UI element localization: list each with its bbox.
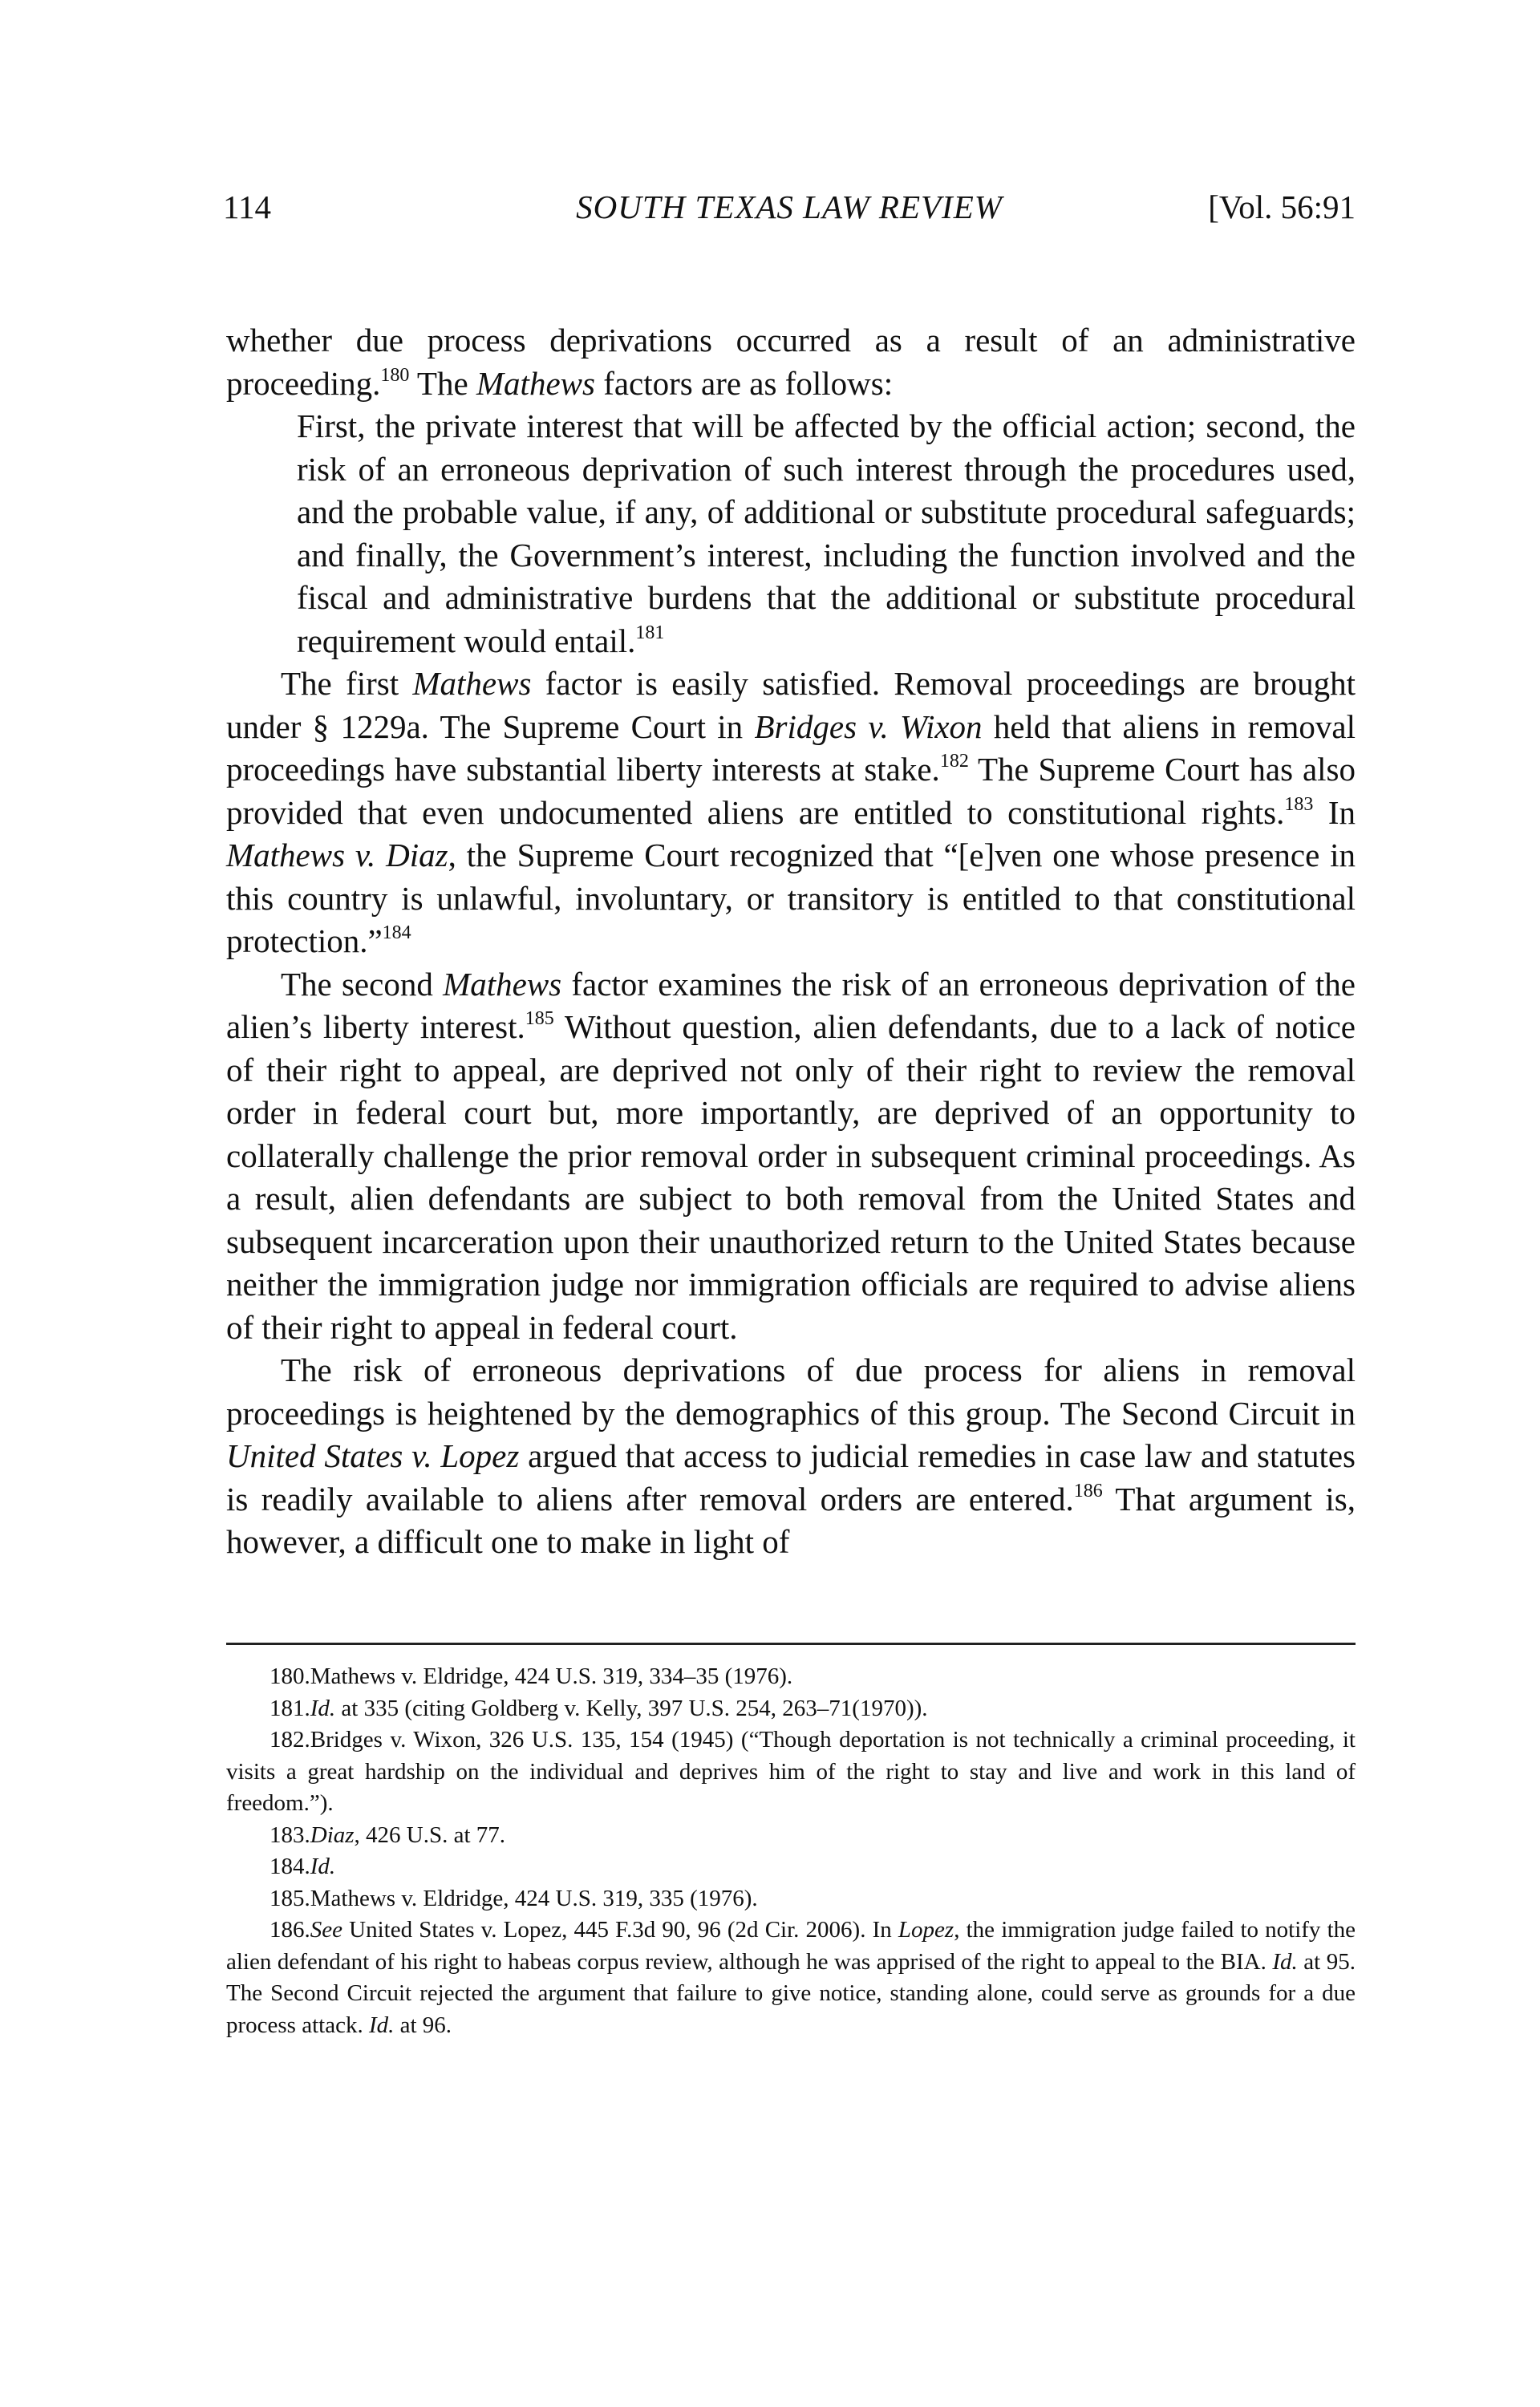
footnotes bbox=[226, 1661, 1356, 2041]
case-name: Mathews v. Diaz bbox=[226, 837, 448, 873]
main-text bbox=[226, 319, 1356, 1564]
footnote-181: 181.Id. at 335 (citing Goldberg v. Kelly, 397 U.S. 254, 263–71(1970)). bbox=[270, 1695, 928, 1721]
journal-title: SOUTH TEXAS LAW REVIEW bbox=[576, 188, 1003, 225]
case-name: United States v. Lopez bbox=[226, 1437, 520, 1474]
case-name: Bridges v. Wixon bbox=[754, 707, 983, 745]
footnote-ref-186[interactable]: 186 bbox=[1073, 1480, 1103, 1501]
case-name: Mathews bbox=[443, 965, 562, 1003]
paragraph-1: whether due process deprivations occurred as a result of an administrative proceeding.$^{180}$ The Mathews factors are as follows: bbox=[226, 322, 1356, 402]
footnote-ref-180[interactable]: 180 bbox=[380, 364, 410, 386]
footnote-ref-182[interactable]: 182 bbox=[939, 751, 969, 772]
footnote-ref-183[interactable]: 183 bbox=[1284, 793, 1314, 815]
volume-citation: [Vol. 56:91 bbox=[1208, 188, 1356, 225]
footnote-182: 182.Bridges v. Wixon, 326 U.S. 135, 154 (1945) (“Though deportation is not technically a criminal proceeding, it visits a great hardship on the individual and deprives him of the right to stay and live and work in this land of freedom.”). bbox=[226, 1727, 1356, 1816]
footnote-ref-184[interactable]: 184 bbox=[382, 922, 411, 943]
case-name: Mathews bbox=[476, 364, 595, 402]
block-quote: First, the private interest that will be affected by the official action; second, the risk of an erroneous deprivation of such interest through the procedures used, and the probable value, if any, of additional or substitute procedural safeguards; and finally, the Government’s interest, including the function involved and the fiscal and administrative burdens that the additional or substitute procedural requirement would entail.$^{181}$ bbox=[297, 407, 1356, 659]
running-header bbox=[223, 183, 1356, 231]
footnote-184: 184.Id. bbox=[270, 1854, 336, 1879]
footnote-180: 180.Mathews v. Eldridge, 424 U.S. 319, 334–35 (1976). bbox=[270, 1663, 793, 1689]
paragraph-4: The risk of erroneous deprivations of due process for aliens in removal proceedings is heightened by the demographics of this group. The Second Circuit in United States v. Lopez argued that access to judicial remedies in case law and statutes is readily available to aliens after removal orders are entered.$^{186}$ That argument is, however, a difficult one to make in light of bbox=[226, 1351, 1356, 1560]
footnote-divider bbox=[226, 1643, 1356, 1645]
case-name: Mathews bbox=[412, 665, 532, 702]
page-number: 114 bbox=[223, 188, 271, 225]
footnote-186: 186.See United States v. Lopez, 445 F.3d 90, 96 (2d Cir. 2006). In Lopez, the immigration judge failed to notify the alien defendant of his right to habeas corpus review, although he was apprised of the right to appeal to the BIA. Id. at 95. The Second Circuit rejected the argument that failure to give notice, standing alone, could serve as grounds for a due process attack. Id. at 96. bbox=[226, 1917, 1356, 2038]
footnote-ref-185[interactable]: 185 bbox=[525, 1008, 554, 1029]
footnote-ref-181[interactable]: 181 bbox=[635, 622, 665, 643]
paragraph-3: The second Mathews factor examines the risk of an erroneous deprivation of the alien’s liberty interest.$^{185}$ Without question, alien defendants, due to a lack of notice of their right to appeal, are deprived not only of their right to review the removal order in federal court but, more importantly, are deprived of an opportunity to collaterally challenge the prior removal order in subsequent criminal proceedings. As a result, alien defendants are subject to both removal from the United States and subsequent incarceration upon their unauthorized return to the United States because neither the immigration judge nor immigration officials are required to advise aliens of their right to appeal in federal court. bbox=[226, 965, 1356, 1346]
footnote-185: 185.Mathews v. Eldridge, 424 U.S. 319, 335 (1976). bbox=[270, 1885, 758, 1911]
footnote-183: 183.Diaz, 426 U.S. at 77. bbox=[270, 1821, 506, 1848]
paragraph-2: The first Mathews factor is easily satisfied. Removal proceedings are brought under § 1229a. The Supreme Court in Bridges v. Wixon held that aliens in removal proceedings have substantial liberty interests at stake.$^{182}$ The Supreme Court has also provided that even undocumented aliens are entitled to constitutional rights.$^{183}$ In Mathews v. Diaz, the Supreme Court recognized that “[e]ven one whose presence in this country is unlawful, involuntary, or transitory is entitled to that constitutional protection.”$^{184}$ bbox=[226, 665, 1356, 959]
